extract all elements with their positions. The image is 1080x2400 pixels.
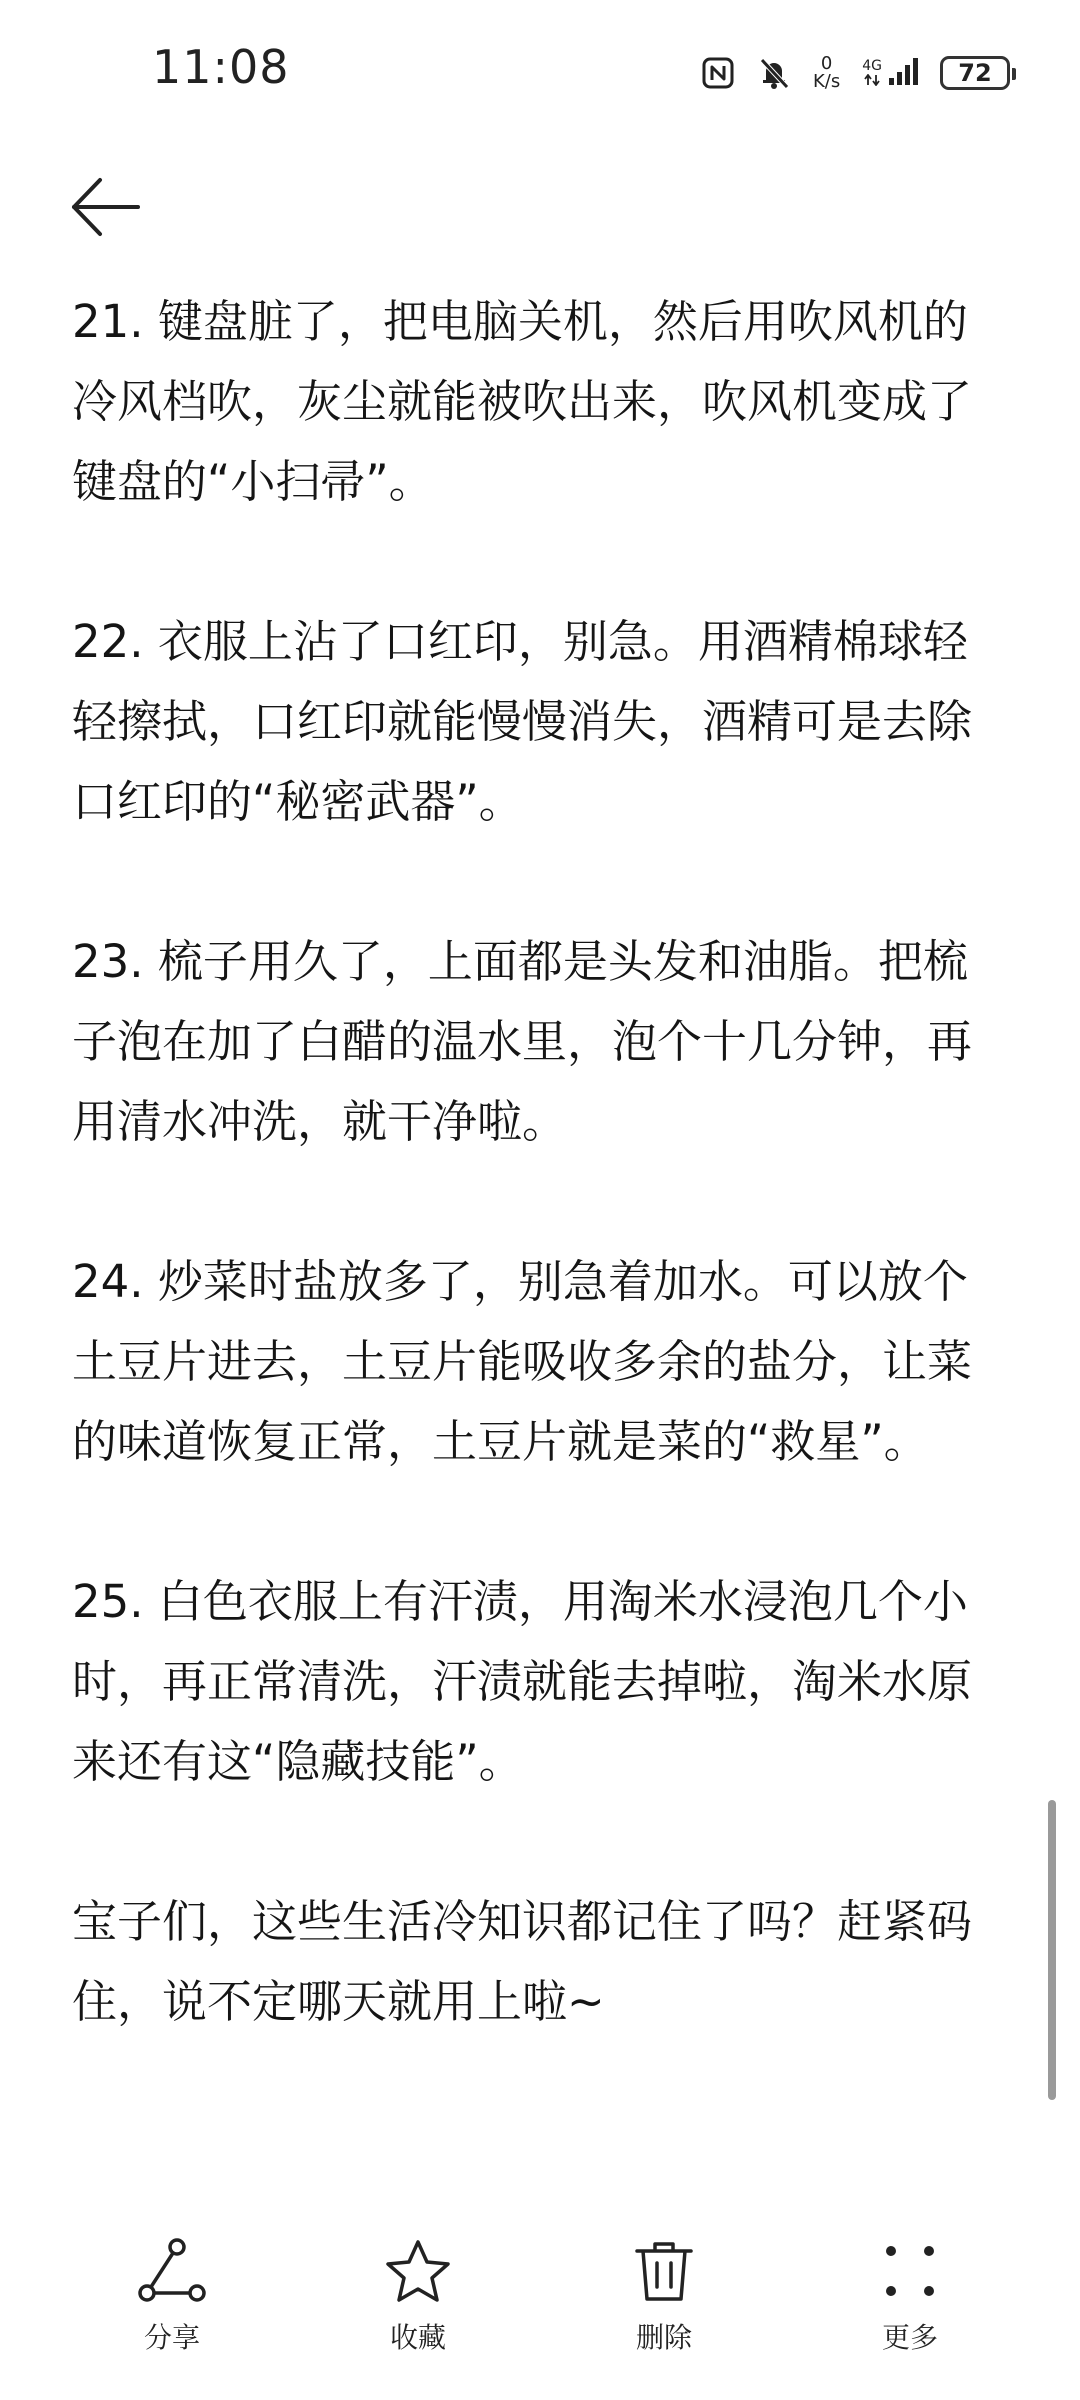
paragraph-closing: 宝子们，这些生活冷知识都记住了吗？赶紧码住，说不定哪天就用上啦~ xyxy=(72,1895,973,2028)
share-icon xyxy=(136,2236,208,2308)
star-icon xyxy=(382,2236,454,2308)
delete-button[interactable] xyxy=(584,2236,744,2356)
signal-type-label: 4G xyxy=(862,58,882,74)
net-speed-value: 0 xyxy=(820,53,833,74)
status-time: 11:08 xyxy=(152,40,290,94)
battery-level: 72 xyxy=(958,59,992,87)
more-dots-icon xyxy=(874,2236,946,2308)
arrow-left-icon xyxy=(66,172,146,242)
status-bar xyxy=(0,0,1080,140)
paragraph-23: 23. 梳子用久了，上面都是头发和油脂。把梳子泡在加了白醋的温水里，泡个十几分钟，再用清水冲洗，就干净啦。 xyxy=(72,935,973,1148)
paragraph-25: 25. 白色衣服上有汗渍，用淘米水浸泡几个小时，再正常清洗，汗渍就能去掉啦，淘米水原来还有这“隐藏技能”。 xyxy=(72,1575,973,1788)
nfc-icon xyxy=(701,56,735,90)
data-arrows-icon xyxy=(864,74,880,90)
share-label: 分享 xyxy=(143,2321,200,2354)
trash-icon xyxy=(628,2236,700,2308)
more-button[interactable] xyxy=(830,2236,990,2356)
article-body xyxy=(72,282,992,2122)
battery-icon xyxy=(940,56,1010,90)
signal-group xyxy=(862,56,918,90)
delete-label: 删除 xyxy=(635,2321,692,2354)
paragraph-22: 22. 衣服上沾了口红印，别急。用酒精棉球轻轻擦拭，口红印就能慢慢消失，酒精可是去除口红印的“秘密武器”。 xyxy=(72,615,973,828)
paragraph-24: 24. 炒菜时盐放多了，别急着加水。可以放个土豆片进去，土豆片能吸收多余的盐分，让菜的味道恢复正常，土豆片就是菜的“救星”。 xyxy=(72,1255,973,1468)
signal-type xyxy=(862,58,882,90)
bottom-toolbar xyxy=(0,2210,1080,2400)
net-speed-unit: K/s xyxy=(812,71,841,92)
signal-bars-icon xyxy=(888,56,918,90)
scrollbar[interactable] xyxy=(1048,1800,1056,2100)
more-label: 更多 xyxy=(881,2321,938,2354)
status-icons xyxy=(701,48,1010,98)
share-button[interactable] xyxy=(92,2236,252,2356)
collect-button[interactable] xyxy=(338,2236,498,2356)
mute-bell-icon xyxy=(757,56,791,90)
collect-label: 收藏 xyxy=(389,2321,446,2354)
paragraph-21: 21. 键盘脏了，把电脑关机，然后用吹风机的冷风档吹，灰尘就能被吹出来，吹风机变成了键盘的“小扫帚”。 xyxy=(72,295,973,508)
net-speed xyxy=(813,55,840,91)
back-button[interactable] xyxy=(66,172,146,242)
